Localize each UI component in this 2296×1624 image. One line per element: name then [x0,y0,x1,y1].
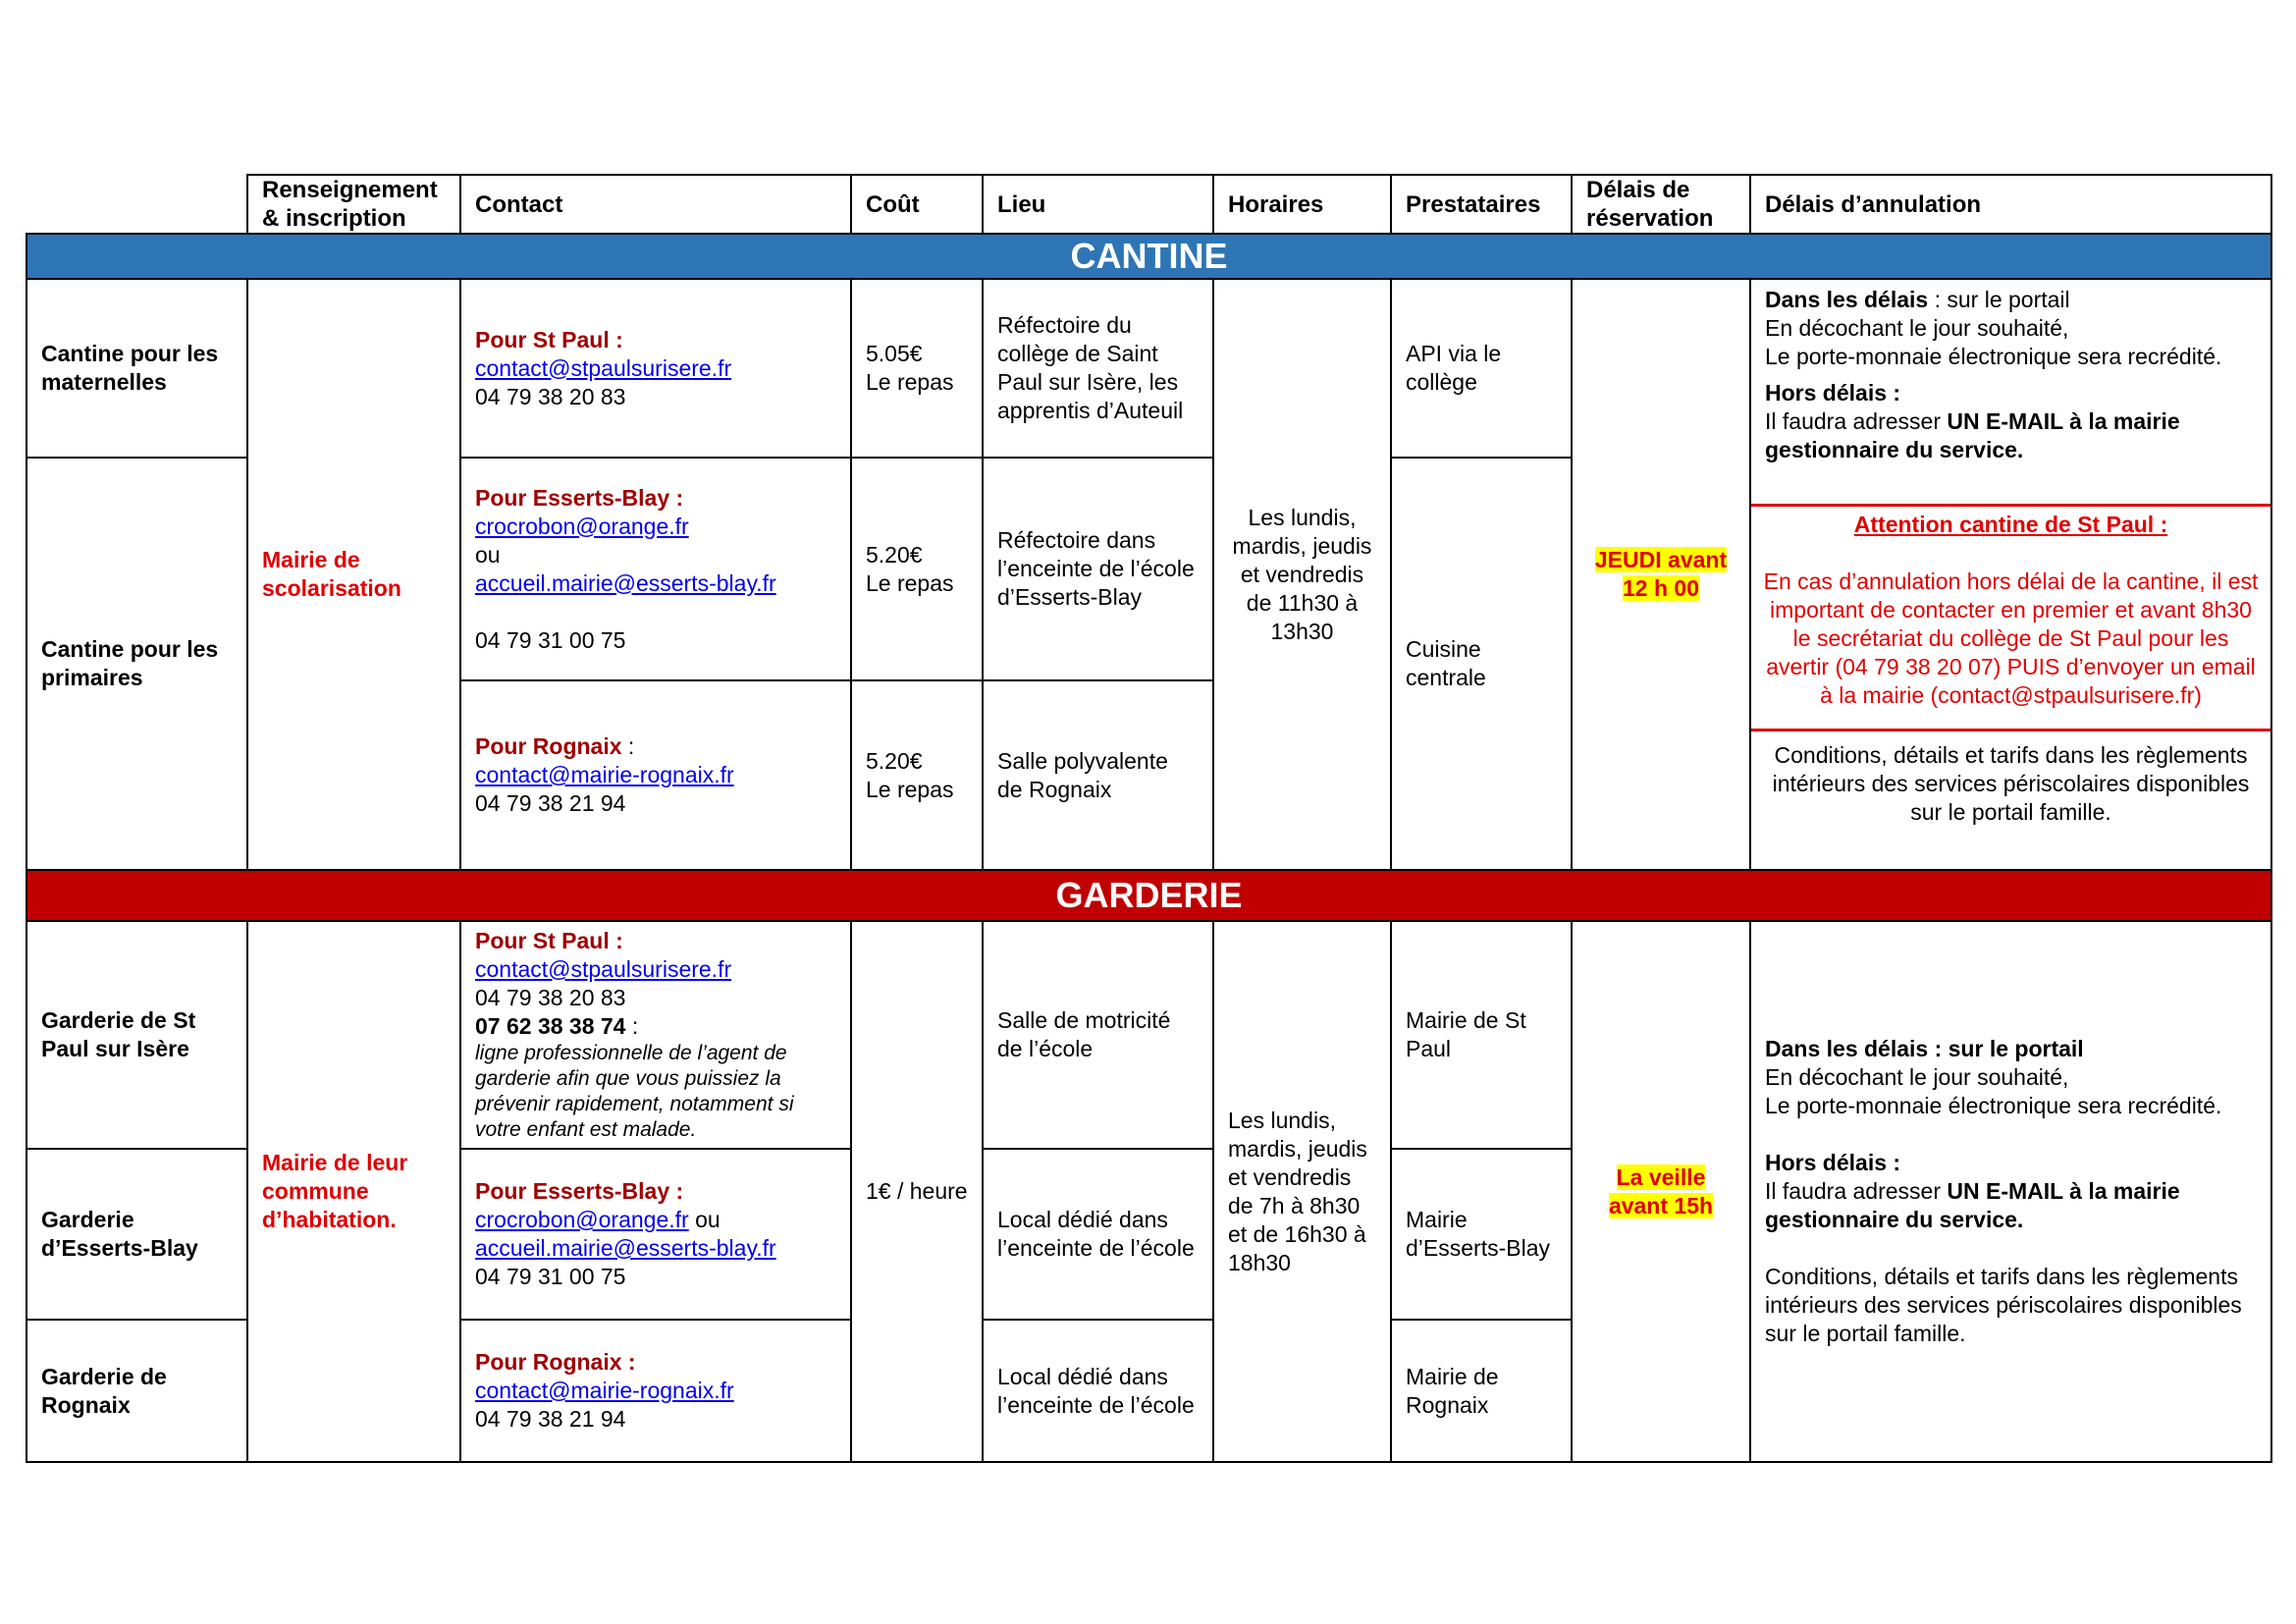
cantine-stpaul-warning [1751,504,2270,731]
cost-unit: Le repas [866,776,954,802]
garderie-reservation [1572,921,1750,1462]
annulation-dans-label: Dans les délais [1765,287,1929,312]
email-link[interactable]: accueil.mairie@esserts-blay.fr [475,569,776,596]
services-table [26,174,2272,1463]
garderie-cout: 1€ / heure [851,921,983,1462]
garderie-lieu-esserts: Local dédié dans l’enceinte de l’école [983,1149,1213,1320]
cantine-lieu-rognaix: Salle polyvalente de Rognaix [983,680,1213,870]
phone-number: 04 79 38 21 94 [475,1406,626,1432]
row-label-garderie-esserts: Garderie d’Esserts-Blay [27,1149,247,1320]
email-link[interactable]: contact@stpaulsurisere.fr [475,354,732,381]
cantine-cost-rognaix [851,680,983,870]
email-link[interactable]: contact@mairie-rognaix.fr [475,1378,734,1403]
row-label-garderie-rognaix: Garderie de Rognaix [27,1320,247,1462]
garderie-prestataire-stpaul: Mairie de St Paul [1391,921,1572,1149]
contact-title: Pour Rognaix : [475,1349,636,1375]
annulation-hors-bold: UN E-MAIL à la mairie gestionnaire du service. [1765,1178,2180,1232]
cantine-horaires: Les lundis, mardis, jeudis et vendredis de 11h30 à 13h30 [1213,279,1391,870]
contact-title: Pour St Paul : [475,928,623,953]
contact-title: Pour Esserts-Blay : [475,484,684,511]
annulation-line3: Le porte-monnaie électronique sera recrédité. [1765,344,2222,369]
cantine-cost-stpaul [851,279,983,458]
garderie-contact-stpaul [460,921,851,1149]
contact-title-colon: : [621,733,635,759]
email-link[interactable]: crocrobon@orange.fr [475,1207,689,1232]
contact-title: Pour Rognaix [475,733,622,759]
garderie-section-band: GARDERIE [27,870,2271,921]
cantine-contact-stpaul [460,279,851,458]
pro-phone-colon: : [625,1013,639,1039]
annulation-line2: En décochant le jour souhaité, [1765,315,2069,341]
warning-text: En cas d’annulation hors délai de la cantine, il est important de contacter en premier et avant 8h30 le secrétariat du collège de St Paul pour les avertir (04 79 38 20 07) PUIS d’envoyer un email à la mairie (contact@stpaulsurisere.fr) [1763,568,2259,708]
annulation-hors-label: Hors délais : [1765,380,1901,406]
garderie-lieu-rognaix: Local dédié dans l’enceinte de l’école [983,1320,1213,1462]
garderie-annulation [1750,921,2271,1462]
garderie-horaires: Les lundis, mardis, jeudis et vendredis de 7h à 8h30 et de 16h30 à 18h30 [1213,921,1391,1462]
email-link[interactable]: crocrobon@orange.fr [475,513,689,539]
or-text: ou [688,1207,721,1232]
cost-unit: Le repas [866,569,954,596]
cantine-prestataire-cuisine: Cuisine centrale [1391,458,1572,870]
contact-title: Pour Esserts-Blay : [475,1178,684,1204]
cantine-annulation [1750,279,2271,870]
annulation-hors-prefix: Il faudra adresser [1765,1178,1948,1204]
cantine-renseignement: Mairie de scolarisation [247,279,460,870]
cantine-conditions: Conditions, détails et tarifs dans les règlements intérieurs des services périscolaires disponibles sur le portail famille. [1772,742,2250,825]
garderie-conditions: Conditions, détails et tarifs dans les règlements intérieurs des services périscolaires disponibles sur le portail famille. [1765,1264,2242,1346]
warning-title: Attention cantine de St Paul : [1853,512,2168,537]
cantine-contact-esserts [460,458,851,680]
cantine-lieu-stpaul: Réfectoire du collège de Saint Paul sur Isère, les apprentis d’Auteuil [983,279,1213,458]
reservation-deadline: JEUDI avant 12 h 00 [1594,547,1728,601]
cantine-reservation [1572,279,1750,870]
annulation-hors-prefix: Il faudra adresser [1765,408,1948,434]
garderie-prestataire-esserts: Mairie d’Esserts-Blay [1391,1149,1572,1320]
garderie-contact-rognaix [460,1320,851,1462]
garderie-prestataire-rognaix: Mairie de Rognaix [1391,1320,1572,1462]
annulation-hors-label: Hors délais : [1765,1150,1901,1175]
annulation-dans-text: : sur le portail [1928,287,2070,312]
cantine-cost-esserts [851,458,983,680]
cantine-contact-rognaix [460,680,851,870]
cantine-prestataire-api: API via le collège [1391,279,1572,458]
table-row [27,921,2271,1149]
table-row [27,279,2271,458]
cantine-lieu-esserts: Réfectoire dans l’enceinte de l’école d’Esserts-Blay [983,458,1213,680]
cost-unit: Le repas [866,369,954,395]
header-cout: Coût [851,175,983,234]
email-link[interactable]: contact@stpaulsurisere.fr [475,956,732,982]
header-delais-annulation: Délais d’annulation [1750,175,2271,234]
email-link[interactable]: accueil.mairie@esserts-blay.fr [475,1235,776,1261]
phone-number: 04 79 38 20 83 [475,985,626,1010]
or-text: ou [475,541,501,568]
contact-title: Pour St Paul : [475,326,623,352]
garderie-contact-esserts [460,1149,851,1320]
header-contact: Contact [460,175,851,234]
cost-price: 5.20€ [866,747,923,774]
row-label-cantine-primaires: Cantine pour les primaires [27,458,247,870]
header-lieu: Lieu [983,175,1213,234]
reservation-deadline: La veille avant 15h [1608,1164,1714,1218]
phone-number: 04 79 31 00 75 [475,1264,626,1289]
pro-phone-note: ligne professionnelle de l’agent de garderie afin que vous puissiez la prévenir rapidement, notamment si votre enfant est malade. [475,1042,794,1141]
garderie-lieu-stpaul: Salle de motricité de l’école [983,921,1213,1149]
phone-number: 04 79 38 21 94 [475,790,626,816]
annulation-line2: En décochant le jour souhaité, [1765,1064,2069,1090]
email-link[interactable]: contact@mairie-rognaix.fr [475,762,734,787]
header-blank [27,175,247,234]
header-delais-reservation: Délais de réservation [1572,175,1750,234]
header-row [27,175,2271,234]
cost-price: 5.20€ [866,541,923,568]
cost-price: 5.05€ [866,341,923,366]
pro-phone-number: 07 62 38 38 74 [475,1013,626,1039]
row-label-cantine-maternelles: Cantine pour les maternelles [27,279,247,458]
phone-number: 04 79 38 20 83 [475,383,626,409]
header-renseignement: Renseignement & inscription [247,175,460,234]
garderie-renseignement: Mairie de leur commune d’habitation. [247,921,460,1462]
cantine-section-band: CANTINE [27,234,2271,279]
row-label-garderie-stpaul: Garderie de St Paul sur Isère [27,921,247,1149]
phone-number: 04 79 31 00 75 [475,626,626,653]
annulation-dans-label: Dans les délais : sur le portail [1765,1036,2084,1061]
annulation-line3: Le porte-monnaie électronique sera recrédité. [1765,1093,2222,1118]
annulation-hors-bold: UN E-MAIL à la mairie gestionnaire du service. [1765,408,2180,462]
header-prestataires: Prestataires [1391,175,1572,234]
header-horaires: Horaires [1213,175,1391,234]
